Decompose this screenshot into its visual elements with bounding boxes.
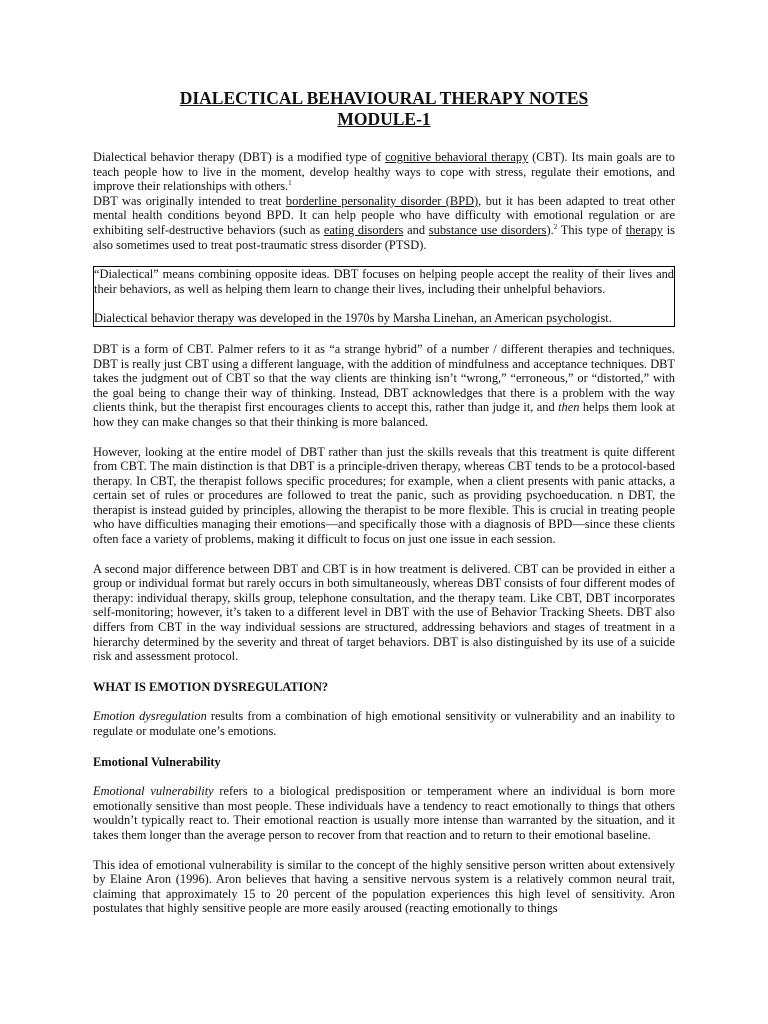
link-eating-disorders[interactable]: eating disorders [323, 222, 404, 237]
text-run: Dialectical behavior therapy (DBT) is a modified type of [93, 150, 386, 164]
callout-paragraph-history: Dialectical behavior therapy was developed in the 1970s by Marsha Linehan, an American psychologist. [94, 311, 612, 326]
text-run: results from a combination of high emotional sensitivity or vulnerability and an inability to regulate or modulate one’s emotions. [93, 709, 675, 738]
paragraph-hybrid [93, 342, 675, 430]
section-heading-emotional-vulnerability: Emotional Vulnerability [93, 754, 221, 769]
paragraph-aron: This idea of emotional vulnerability is similar to the concept of the highly sensitive person written about extensively by Elaine Aron (1996). Aron believes that having a sensitive nervous system is a relatively common neural trait, claiming that approximately 15 to 20 percent of the population experiences this high level of sensitivity. Aron postulates that highly sensitive people are more easily aroused (reacting emotionally to things [93, 857, 675, 916]
text-run: is also sometimes used to treat post-traumatic stress disorder (PTSD). [93, 222, 675, 252]
link-therapy[interactable]: therapy [625, 222, 663, 237]
emphasis-text: then [558, 400, 580, 415]
text-run: refers to a biological predisposition or temperament where an individual is born more emotionally sensitive than most people. These individuals have a tendency to react emotionally to things that others wouldn’t typically react to. Their emotional reaction is usually more intense than warranted by the situation, and it takes them longer than the average person to recover from that reaction and to return to their emotional baseline. [93, 784, 675, 842]
text-run: (CBT). Its main goals are to teach people how to live in the moment, develop healthy ways to cope with stress, regulate their emotions, and improve their relationships with others. [93, 150, 675, 194]
text-run: , but it has been adapted to treat other mental health conditions beyond BPD. It can help people who have difficulty with emotional regulation or are exhibiting self-destructive behaviors (such as [93, 193, 675, 237]
text-run: ). [546, 222, 554, 237]
paragraph-intro [93, 150, 675, 194]
paragraph-delivery: A second major difference between DBT and CBT is in how treatment is delivered. CBT can be provided in either a group or individual format but rarely occurs in both simultaneously, whereas DBT consists of four different modes of therapy: individual therapy, skills group, telephone consultation, and the therapy team. Like CBT, DBT incorporates self-monitoring; however, it’s taken to a different level in DBT with the use of Behavior Tracking Sheets. DBT also differs from CBT in the way individual sessions are structured, addressing behaviors and stages of treatment in a hierarchy determined by the severity and threat of target behaviors. DBT is also distinguished by its use of a suicide risk and assessment protocol. [93, 561, 675, 664]
link-substance-use-disorders[interactable]: substance use disorders [428, 222, 547, 237]
callout-paragraph-dialectical: “Dialectical” means combining opposite ideas. DBT focuses on helping people accept the reality of their lives and their behaviors, as well as helping them learn to change their lives, including their unhelpful behaviors. [94, 267, 674, 296]
emphasis-text: Emotion dysregulation [93, 709, 207, 724]
paragraph-vulnerability [93, 784, 675, 842]
emphasis-text: Emotional vulnerability [93, 784, 214, 799]
page-title: DIALECTICAL BEHAVIOURAL THERAPY NOTES [179, 88, 589, 108]
footnote-ref-2[interactable]: 2 [553, 222, 558, 231]
paragraph-principle-driven: However, looking at the entire model of DBT rather than just the skills reveals that this treatment is quite different from CBT. The main distinction is that DBT is a principle-driven therapy, whereas CBT tends to be a protocol-based therapy. In CBT, the therapist follows specific procedures; for example, when a client presents with panic attacks, a certain set of rules or procedures are followed to treat the panic, such as providing psychoeducation. n DBT, the therapist is instead guided by principles, allowing the therapist to be more flexible. This is crucial in treating people who have difficulties managing their emotions—and specifically those with a diagnosis of BPD—since these clients often face a variety of problems, making it difficult to focus on just one issue in each session. [93, 444, 675, 547]
paragraph-bpd [93, 194, 675, 252]
text-run: and [403, 222, 429, 237]
text-run: DBT is a form of CBT. Palmer refers to it as “a strange hybrid” of a number / different therapies and techniques. DBT is really just CBT using a different language, with the addition of mindfulness and acceptance techniques. DBT takes the judgment out of CBT so that the way clients are thinking isn’t “wrong,” “erroneous,” or “distorted,” with the goal being to change their way of thinking. Instead, DBT acknowledges that there is a problem with the way clients think, but the therapist first encourages clients to accept this, rather than judge it, and [93, 341, 675, 415]
text-run: helps them look at how they can make changes so that their thinking is more balanced. [93, 400, 675, 429]
text-run: DBT was originally intended to treat [93, 193, 286, 208]
paragraph-dysregulation [93, 709, 675, 738]
text-run: This type of [557, 222, 626, 237]
callout-box [93, 266, 675, 327]
link-cbt[interactable]: cognitive behavioral therapy [385, 150, 529, 164]
section-heading-emotion-dysregulation: WHAT IS EMOTION DYSREGULATION? [93, 679, 329, 694]
page-subtitle: MODULE-1 [337, 109, 431, 129]
footnote-ref-1[interactable]: 1 [288, 179, 292, 188]
link-bpd[interactable]: borderline personality disorder (BPD) [285, 193, 479, 208]
